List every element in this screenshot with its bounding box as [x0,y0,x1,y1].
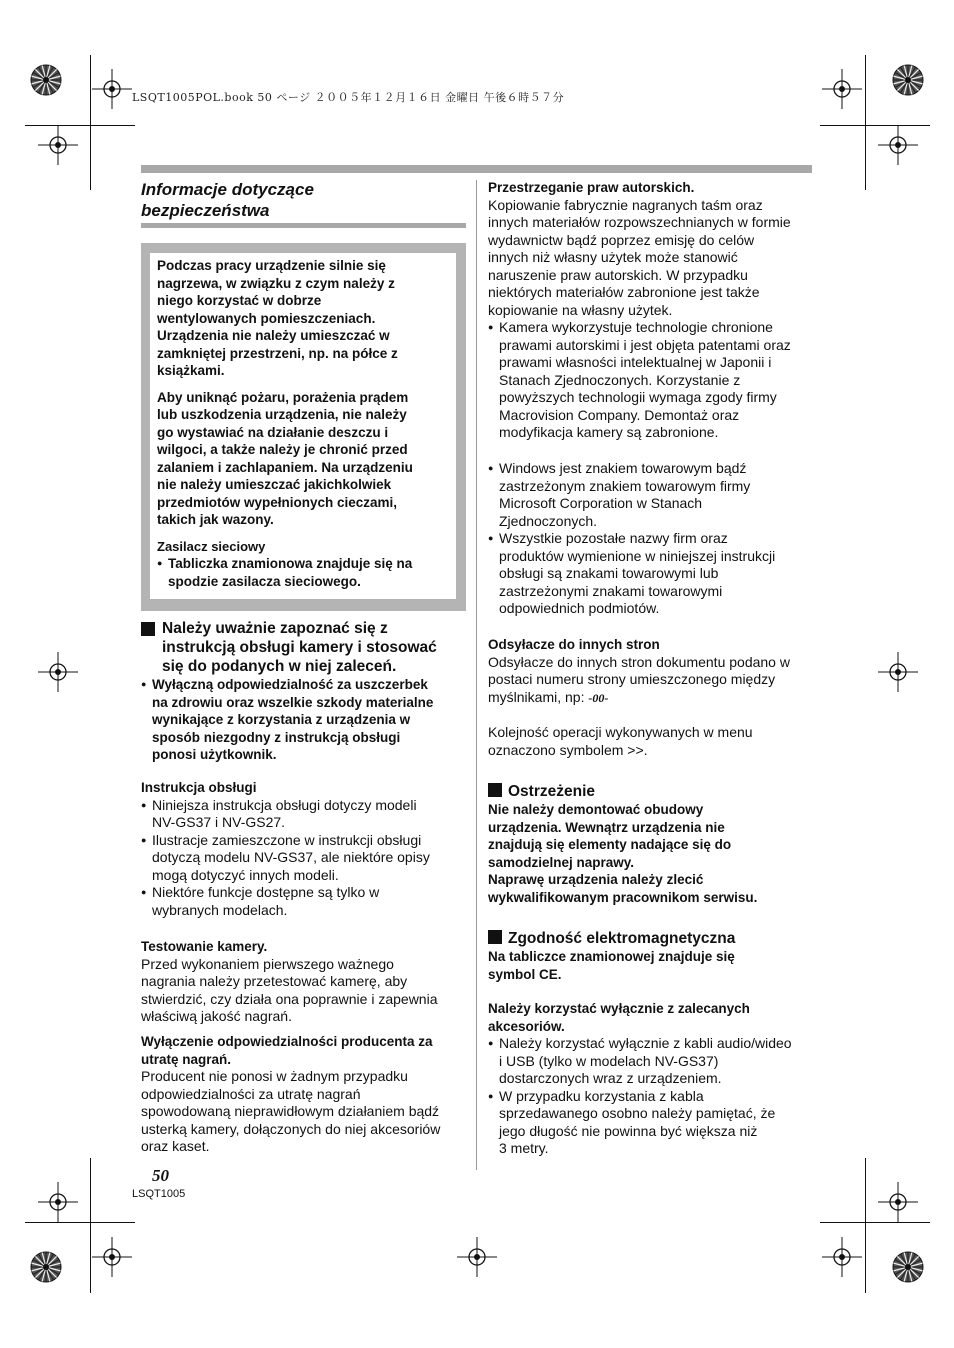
text-line: zamkniętej przestrzeni, np. na półce z [157,345,398,361]
crop-mark [865,55,866,190]
text-line: mogą dotyczyć innych modeli. [152,866,339,883]
text-line: kopiowanie na własny użytek. [488,301,673,318]
text-line: ● Niniejsza instrukcja obsługi dotyczy modeli [152,796,417,813]
text-line: Zjednoczonych. [499,512,598,529]
emc-section [488,929,813,1158]
text-line: nagrzewa, w związku z czym należy z [157,275,395,291]
accessories-bullet [488,1035,813,1088]
text-line: zastrzeżonym znakiem towarowym firmy [499,477,751,494]
disclaimer-title: Wyłączenie odpowiedzialności producenta za [141,1034,433,1049]
text-line: zastrzeżonymi znakami towarowymi [499,582,723,599]
text-line: wydawnictw bądź poprzez emisję do celów [488,231,755,248]
text-line: powyższych technologii wymaga zgody firmy [499,389,777,405]
warning-heading [488,782,813,801]
testing-title: Testowanie kamery. [141,939,268,954]
section-title-line: Informacje dotyczące [141,180,314,199]
emc-body [488,948,813,983]
text-line: przedmiotów wypełnionych cieczami, [157,494,398,510]
crop-mark [820,1222,930,1223]
text-line: akcesoriów. [488,1018,565,1034]
warning-paragraph-heat [157,257,453,380]
text-line: książkami. [157,363,225,378]
text-line [488,689,813,708]
text-line: odpowiedzialności za utratę nagrań [141,1085,361,1102]
instructions-bullet [141,832,471,885]
text-line: dostarczonych wraz z urządzeniem. [499,1070,722,1086]
text-line: wybranych modelach. [152,901,288,918]
crosshair-icon [878,125,918,165]
text-line: obsługi są znakami towarowymi lub [499,565,719,581]
crosshair-icon [822,69,862,109]
crop-mark [90,55,91,190]
instructions-bullet [141,884,471,919]
crop-mark [90,1158,91,1293]
text-line: Microsoft Corporation w Stanach [499,495,703,511]
crosshair-icon [92,1237,132,1277]
section-title [141,179,466,221]
instructions-bullet [141,797,471,832]
color-target-icon [29,1250,63,1284]
warning-paragraph-fire [157,389,453,529]
trademark-bullet [488,460,813,530]
crosshair-icon [38,652,78,692]
text-line: ● Niektóre funkcje dostępne są tylko w [152,884,380,900]
text-line: odpowiednich podmiotów. [499,600,660,616]
text-line: 3 metry. [499,1140,549,1156]
liability-bullet [141,676,466,764]
text-line: modyfikacja kamery są zabronione. [499,424,719,440]
text-line: ● Kamera wykorzystuje technologie chronione [499,319,773,335]
text-line: Kolejność operacji wykonywanych w menu [488,724,753,740]
text-line: Urządzenia nie należy umieszczać w [157,328,390,343]
accessories-title [488,1000,813,1035]
read-instructions-section [141,619,466,764]
text-line: ponosi użytkownik. [152,747,277,762]
text-line: symbol CE. [488,966,562,982]
text-line: wentylowanych pomieszczeniach. [157,310,376,326]
text-line: go wystawiać na działanie deszczu i [157,424,389,440]
text-line: Macrovision Company. Demontaż oraz [499,406,740,423]
page-reference-section [488,636,813,759]
testing-section [141,938,471,1026]
emc-heading [488,929,813,948]
text-line: ● Należy korzystać wyłącznie z kabli audio/wideo [499,1035,792,1051]
warning-box [150,253,456,599]
text-line: na zdrowiu oraz wszelkie szkody materialne [152,694,434,710]
trademark-section [488,460,813,618]
text-line: postaci numeru strony umieszczonego między [488,671,776,687]
text-span: myślnikami, np: [488,688,589,705]
text-line: się do podanych w niej zaleceń. [162,658,397,675]
text-line: Stanach Zjednoczonych. Korzystanie z [499,371,741,388]
text-line: niego korzystać w dobrze [157,293,322,308]
crosshair-icon [92,69,132,109]
text-line: Producent nie ponosi w żadnym przypadku [141,1068,408,1084]
crosshair-icon [878,652,918,692]
text-line: innych materiałów rozpowszechnianych w formie [488,214,791,230]
crop-mark [25,125,135,126]
text-line: Należy uważnie zapoznać się z [162,620,388,637]
text-line: spodzie zasilacza sieciowego. [168,573,361,589]
text-line: takich jak wazony. [157,512,274,527]
text-line: właściwą jakość nagrań. [141,1008,292,1024]
copyright-title: Przestrzeganie praw autorskich. [488,180,695,195]
text-line: naruszenie praw autorskich. W przypadku [488,266,748,283]
text-line: sposób niezgodny z instrukcją obsługi [152,729,401,745]
page-ref-example: -00- [588,690,609,705]
warning-body [488,801,813,906]
text-line: jego długość nie powinna być większa niż [499,1122,758,1139]
text-line: Należy korzystać wyłącznie z zalecanych [488,1001,750,1016]
text-line: oznaczono symbolem >>. [488,741,648,758]
page-number: 50 [152,1166,169,1185]
text-span: Ostrzeżenie [508,783,596,800]
instructions-title: Instrukcja obsługi [141,780,257,795]
text-line: nie należy umieszczać jakichkolwiek [157,477,392,492]
section-square-icon [488,930,502,944]
accessories-bullet [488,1088,813,1158]
text-line: urządzenia. Wewnątrz urządzenia nie [488,819,725,835]
text-line: samodzielnej naprawy. [488,854,635,870]
section-title-line: bezpieczeństwa [141,201,270,220]
crop-mark [820,125,930,126]
crosshair-icon [38,1182,78,1222]
color-target-icon [891,63,925,97]
text-line: wynikające z korzystania z urządzenia w [152,712,411,727]
crosshair-icon [822,1237,862,1277]
text-line: ● Windows jest znakiem towarowym bądź [499,460,747,476]
crop-mark [25,1222,135,1223]
color-target-icon [891,1250,925,1284]
top-rule [141,165,812,173]
text-line: NV-GS37 i NV-GS27. [152,814,286,830]
read-instructions-heading [141,619,466,676]
text-line: instrukcją obsługi kamery i stosować [162,639,437,656]
macrovision-bullet [488,319,813,442]
disclaimer-title: utratę nagrań. [141,1051,232,1067]
ac-adaptor-title: Zasilacz sieciowy [157,538,266,554]
page-reference-title: Odsyłacze do innych stron [488,637,660,652]
crosshair-icon [38,125,78,165]
copyright-section [488,179,813,442]
print-header-line: LSQT1005POL.book 50 ページ ２００５年１２月１６日 金曜日 午後６時５７分 [132,91,565,104]
text-line: Aby uniknąć pożaru, porażenia prądem [157,389,409,405]
text-line: dotyczą modelu NV-GS37, ale niektóre opisy [152,849,430,865]
text-line: Przed wykonaniem pierwszego ważnego [141,955,394,972]
text-line: usterką kamery, dołączonych do niej akcesoriów [141,1120,441,1137]
text-line: wykwalifikowanym pracownikom serwisu. [488,889,758,905]
text-line: spowodowaną nieprawidłowym działaniem bądź [141,1103,440,1119]
text-line: Nie należy demontować obudowy [488,802,704,817]
text-line: Odsyłacze do innych stron dokumentu podano w [488,653,790,670]
instructions-section [141,779,471,919]
crosshair-icon [878,1182,918,1222]
text-line: zalaniem i zachlapaniem. Na urządzeniu [157,459,413,475]
text-line: lub uszkodzenia urządzenia, nie należy [157,407,407,422]
text-line: ● W przypadku korzystania z kabla [499,1087,704,1104]
text-line: Kopiowanie fabrycznie nagranych taśm oraz [488,196,763,213]
document-code: LSQT1005 [132,1188,186,1200]
text-line: znajdują się elementy nadające się do [488,837,732,852]
text-line: nagrania należy przetestować kamerę, aby [141,973,408,989]
warning-section [488,782,813,906]
text-line: ● Wszystkie pozostałe nazwy firm oraz [499,530,728,546]
color-target-icon [29,63,63,97]
text-line: oraz kaset. [141,1138,210,1154]
section-square-icon [488,783,502,797]
text-line: i USB (tylko w modelach NV-GS37) [499,1052,719,1069]
text-line: sprzedawanego osobno należy pamiętać, że [499,1105,776,1121]
text-line: ● Tabliczka znamionowa znajduje się na [168,556,413,571]
section-square-icon [141,622,155,636]
text-line: prawami autorskimi i jest objęta patentami oraz [499,336,791,353]
crop-mark [865,1158,866,1293]
disclaimer-section [141,1033,471,1156]
text-line: wilgoci, a także należy je chronić przed [157,442,408,457]
text-line: produktów wymienione w niniejszej instrukcji [499,547,776,564]
text-span: Zgodność elektromagnetyczna [508,930,736,947]
crosshair-icon [457,1237,497,1277]
text-line: niektórych materiałów zabronione jest także [488,284,760,300]
text-line: stwierdzić, czy działa ona poprawnie i zapewnia [141,990,438,1007]
text-line: ● Wyłączną odpowiedzialność za uszczerbek [152,677,428,692]
text-line: prawami własności intelektualnej w Japonii i [499,354,772,370]
ac-adaptor-bullet [157,555,453,590]
text-line: ● Ilustracje zamieszczone w instrukcji obsługi [152,831,422,848]
column-divider [476,180,477,1170]
text-line: innych niż własny użytek może stanowić [488,249,738,265]
text-line: Podczas pracy urządzenie silnie się [157,258,386,273]
text-line: Naprawę urządzenia należy zlecić [488,872,704,887]
text-line: Na tabliczce znamionowej znajduje się [488,949,735,964]
trademark-bullet [488,530,813,618]
title-rule [141,223,466,228]
